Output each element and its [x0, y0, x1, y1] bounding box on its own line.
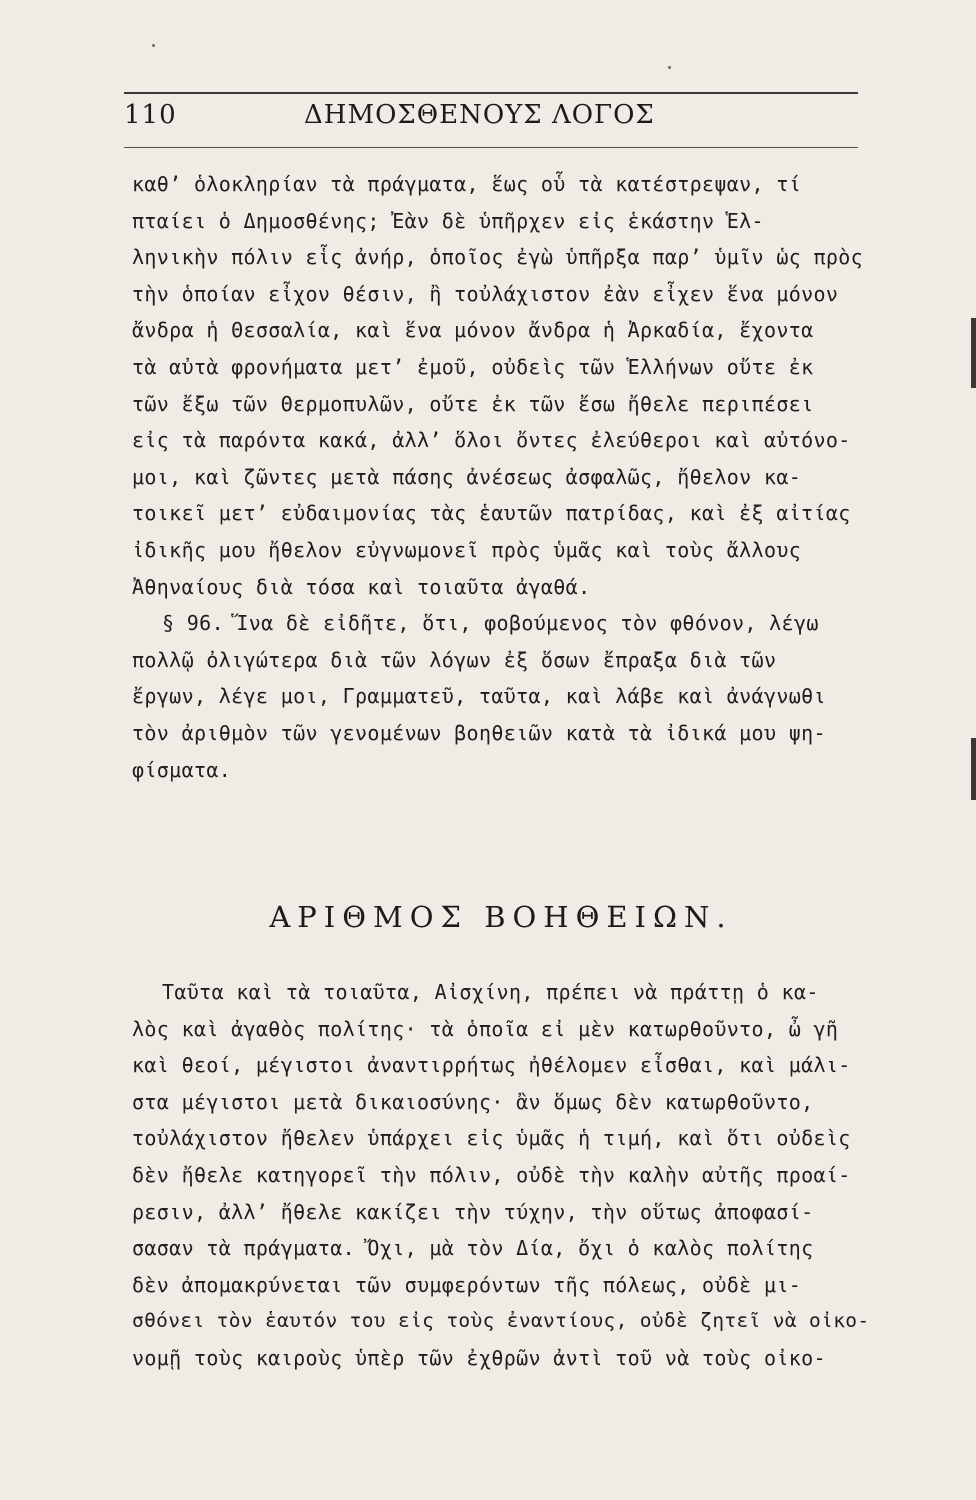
text-line: § 96. Ἵνα δὲ εἰδῆτε, ὅτι, φοβούμενος τὸν φθόνον, λέγω [162, 611, 819, 636]
text-line: ἄνδρα ἡ Θεσσαλία, καὶ ἕνα μόνον ἄνδρα ἡ Ἀρκαδία, ἔχοντα [132, 318, 814, 343]
page-number: 110 [124, 100, 177, 130]
text-line: τοικεῖ μετ’ εὐδαιμονίας τὰς ἑαυτῶν πατρίδας, καὶ ἐξ αἰτίας [132, 501, 851, 526]
text-line: καὶ θεοί, μέγιστοι ἀναντιρρήτως ἠθέλομεν εἶσθαι, καὶ μάλι- [132, 1053, 851, 1078]
text-line: Ταῦτα καὶ τὰ τοιαῦτα, Αἰσχίνη, πρέπει νὰ πράττῃ ὁ κα- [162, 980, 819, 1004]
text-line: σθόνει τὸν ἑαυτόν του εἰς τοὺς ἐναντίους, οὐδὲ ζητεῖ νὰ οἰκο- [132, 1309, 870, 1333]
text-line: τῶν ἔξω τῶν Θερμοπυλῶν, οὔτε ἐκ τῶν ἔσω ἤθελε περιπέσει [132, 391, 814, 416]
text-line: στα μέγιστοι μετὰ δικαιοσύνης· ἂν ὅμως δὲν κατωρθοῦντο, [132, 1089, 814, 1114]
text-line: Ἀθηναίους διὰ τόσα καὶ τοιαῦτα ἀγαθά. [132, 574, 591, 599]
text-line: τὴν ὁποίαν εἶχον θέσιν, ἢ τοὐλάχιστον ἐὰν εἶχεν ἕνα μόνον [132, 281, 839, 306]
text-line: δὲν ἤθελε κατηγορεῖ τὴν πόλιν, οὐδὲ τὴν καλὴν αὐτῆς προαί- [132, 1162, 851, 1187]
scan-speck [152, 44, 155, 47]
scan-speck [668, 66, 671, 69]
scan-edge-mark [971, 738, 976, 800]
header-top-rule [124, 92, 858, 94]
text-line: ἰδικῆς μου ἤθελον εὐγνωμονεῖ πρὸς ὑμᾶς καὶ τοὺς ἄλλους [132, 537, 802, 562]
text-line: ληνικὴν πόλιν εἷς ἀνήρ, ὁποῖος ἐγὼ ὑπῆρξα παρ’ ὑμῖν ὡς πρὸς [132, 245, 864, 270]
text-line: φίσματα. [132, 757, 232, 782]
section-title: ΑΡΙΘΜΟΣ ΒΟΗΘΕΙΩΝ. [269, 900, 733, 934]
text-line: λὸς καὶ ἀγαθὸς πολίτης· τὰ ὁποῖα εἰ μὲν κατωρθοῦντο, ὦ γῆ [132, 1016, 839, 1041]
text-line: πταίει ὁ Δημοσθένης; Ἐὰν δὲ ὑπῆρχεν εἰς ἑκάστην Ἑλ- [132, 208, 764, 233]
text-line: τὰ αὐτὰ φρονήματα μετ’ ἐμοῦ, οὐδεὶς τῶν Ἑλλήνων οὔτε ἐκ [132, 354, 814, 379]
page-header [124, 92, 858, 148]
text-line: σασαν τὰ πράγματα. Ὄχι, μὰ τὸν Δία, ὄχι ὁ καλὸς πολίτης [132, 1236, 814, 1261]
text-line: εἰς τὰ παρόντα κακά, ἀλλ’ ὅλοι ὄντες ἐλεύθεροι καὶ αὐτόνο- [132, 428, 851, 453]
text-line: πολλῷ ὀλιγώτερα διὰ τῶν λόγων ἐξ ὅσων ἔπραξα διὰ τῶν [132, 647, 777, 672]
text-line: δὲν ἀπομακρύνεται τῶν συμφερόντων τῆς πόλεως, οὐδὲ μι- [132, 1272, 802, 1297]
upper-text-block [132, 166, 872, 788]
scan-edge-mark [971, 318, 976, 388]
header-bottom-rule [124, 147, 858, 148]
running-title: ΔΗΜΟΣΘΕΝΟΥΣ ΛΟΓΟΣ [304, 100, 655, 130]
text-line: ἔργων, λέγε μοι, Γραμματεῦ, ταῦτα, καὶ λάβε καὶ ἀνάγνωθι [132, 684, 826, 709]
text-line: μοι, καὶ ζῶντες μετὰ πάσης ἀνέσεως ἀσφαλῶς, ἤθελον κα- [132, 464, 802, 489]
text-line: καθ’ ὁλοκληρίαν τὰ πράγματα, ἕως οὗ τὰ κατέστρεψαν, τί [132, 172, 802, 196]
text-line: τὸν ἀριθμὸν τῶν γενομένων βοηθειῶν κατὰ τὰ ἰδικά μου ψη- [132, 720, 826, 745]
lower-text-block [132, 974, 872, 1377]
text-line: νομῇ τοὺς καιροὺς ὑπὲρ τῶν ἐχθρῶν ἀντὶ τοῦ νὰ τοὺς οἰκο- [132, 1345, 826, 1370]
text-line: ρεσιν, ἀλλ’ ἤθελε κακίζει τὴν τύχην, τὴν οὕτως ἀποφασί- [132, 1199, 814, 1224]
text-line: τοὐλάχιστον ἤθελεν ὑπάρχει εἰς ὑμᾶς ἡ τιμή, καὶ ὅτι οὐδεὶς [132, 1126, 851, 1151]
